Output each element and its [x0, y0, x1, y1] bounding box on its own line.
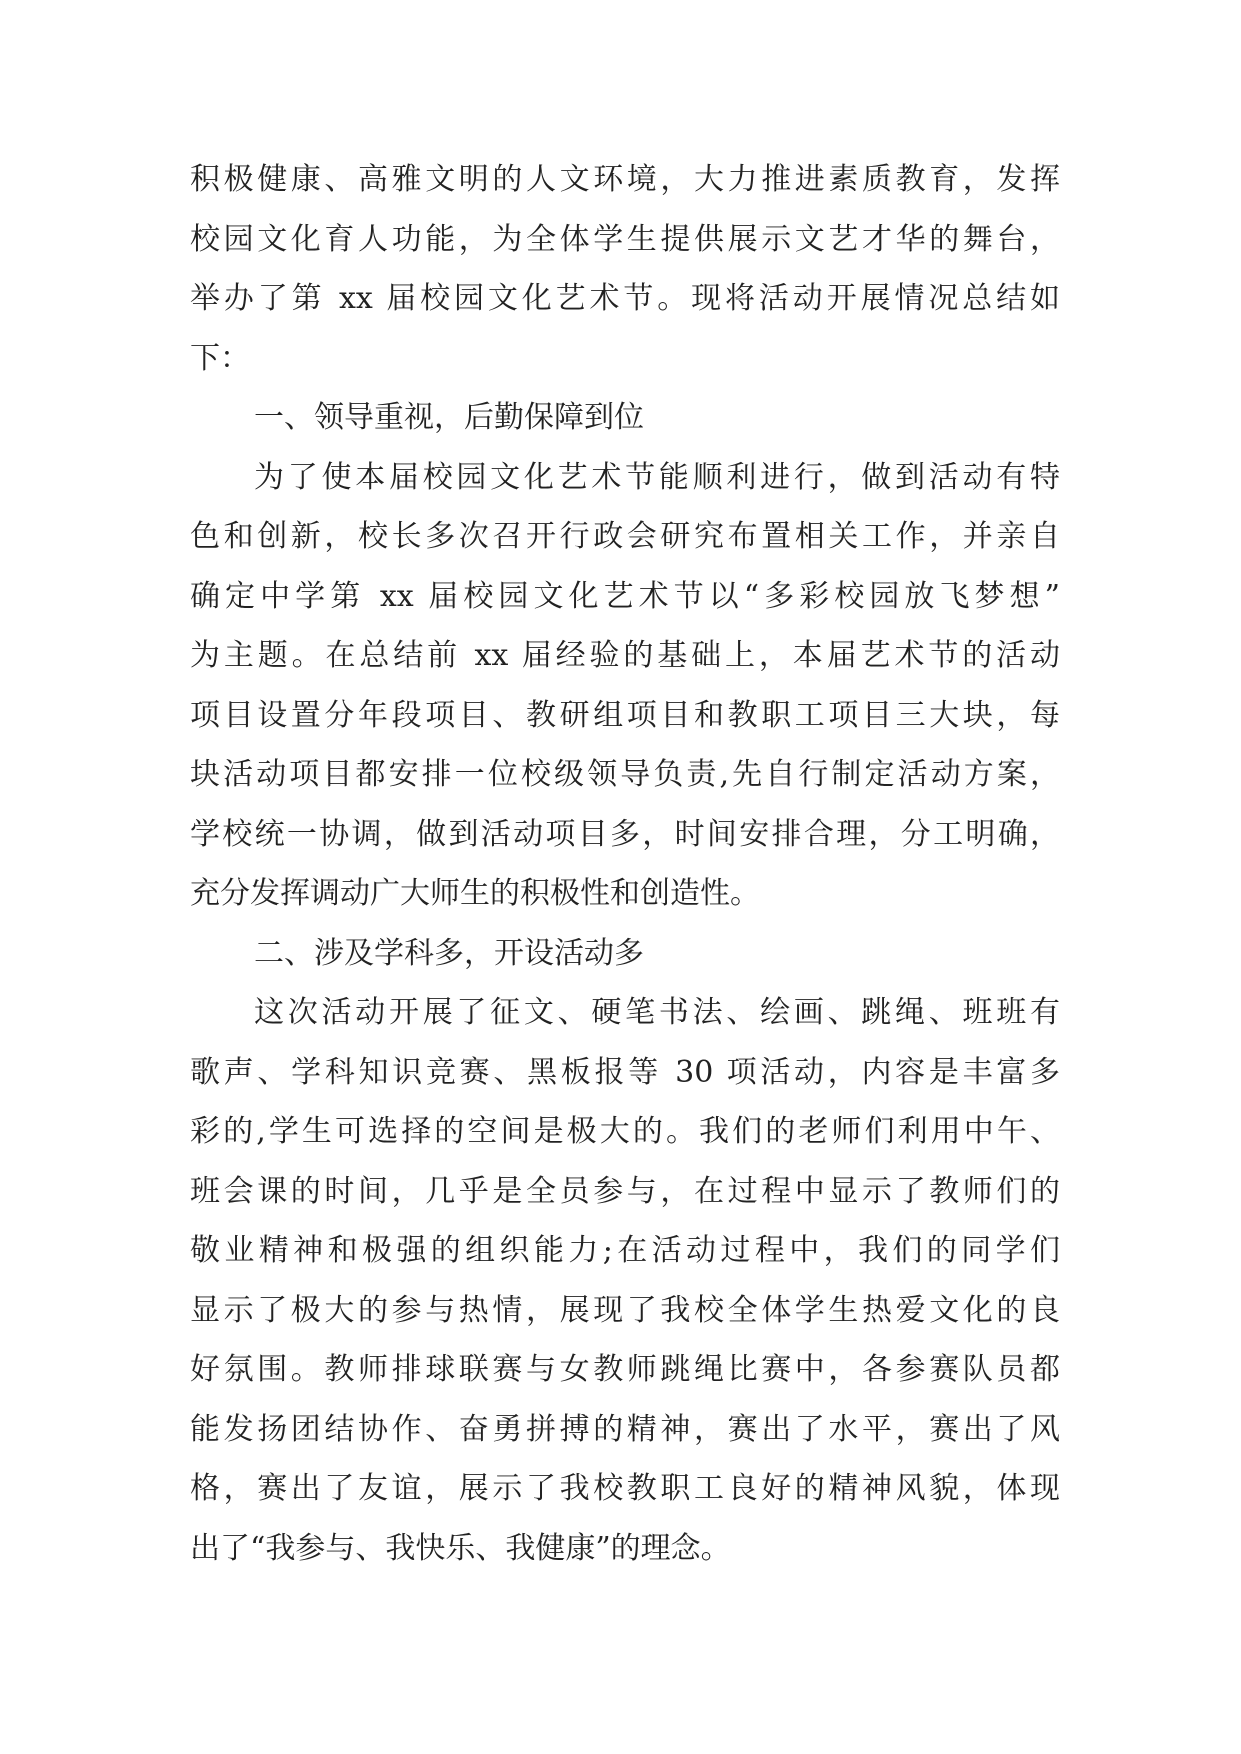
- text-line: 积极健康、高雅文明的人文环境，大力推进素质教育，发挥: [190, 162, 1060, 197]
- text-line: 彩的,学生可选择的空间是极大的。我们的老师们利用中午、: [190, 1114, 1060, 1149]
- text-line: 这次活动开展了征文、硬笔书法、绘画、跳绳、班班有: [254, 995, 1060, 1030]
- text-line: 好氛围。教师排球联赛与女教师跳绳比赛中，各参赛队员都: [190, 1352, 1060, 1387]
- text-line: 确定中学第 xx 届校园文化艺术节以“多彩校园放飞梦想”: [190, 578, 1060, 614]
- text-line: 项目设置分年段项目、教研组项目和教职工项目三大块，每: [190, 697, 1060, 733]
- text-line: 块活动项目都安排一位校级领导负责,先自行制定活动方案，: [190, 757, 1060, 792]
- text-line: 学校统一协调，做到活动项目多，时间安排合理，分工明确，: [190, 816, 1060, 852]
- text-line: 下：: [190, 340, 250, 376]
- text-line: 充分发挥调动广大师生的积极性和创造性。: [190, 876, 760, 911]
- text-line: 为了使本届校园文化艺术节能顺利进行，做到活动有特: [254, 459, 1060, 495]
- text-line: 为主题。在总结前 xx 届经验的基础上，本届艺术节的活动: [190, 638, 1060, 673]
- text-line: 格，赛出了友谊，展示了我校教职工良好的精神风貌，体现: [190, 1471, 1060, 1506]
- text-line: 色和创新，校长多次召开行政会研究布置相关工作，并亲自: [190, 519, 1060, 554]
- body-text: [190, 150, 1060, 1578]
- text-line: 举办了第 xx 届校园文化艺术节。现将活动开展情况总结如: [190, 281, 1060, 316]
- text-line: 出了“我参与、我快乐、我健康”的理念。: [190, 1530, 731, 1566]
- section-heading-2: 二、涉及学科多，开设活动多: [254, 935, 644, 971]
- text-line: 敬业精神和极强的组织能力;在活动过程中，我们的同学们: [190, 1233, 1060, 1268]
- text-line: 能发扬团结协作、奋勇拼搏的精神，赛出了水平，赛出了风: [190, 1411, 1060, 1447]
- text-line: 校园文化育人功能，为全体学生提供展示文艺才华的舞台，: [190, 221, 1060, 257]
- text-line: 显示了极大的参与热情，展现了我校全体学生热爱文化的良: [190, 1292, 1060, 1328]
- text-line: 班会课的时间，几乎是全员参与，在过程中显示了教师们的: [190, 1173, 1060, 1209]
- text-line: 歌声、学科知识竞赛、黑板报等 30 项活动，内容是丰富多: [190, 1054, 1060, 1090]
- section-heading-1: 一、领导重视，后勤保障到位: [254, 400, 644, 435]
